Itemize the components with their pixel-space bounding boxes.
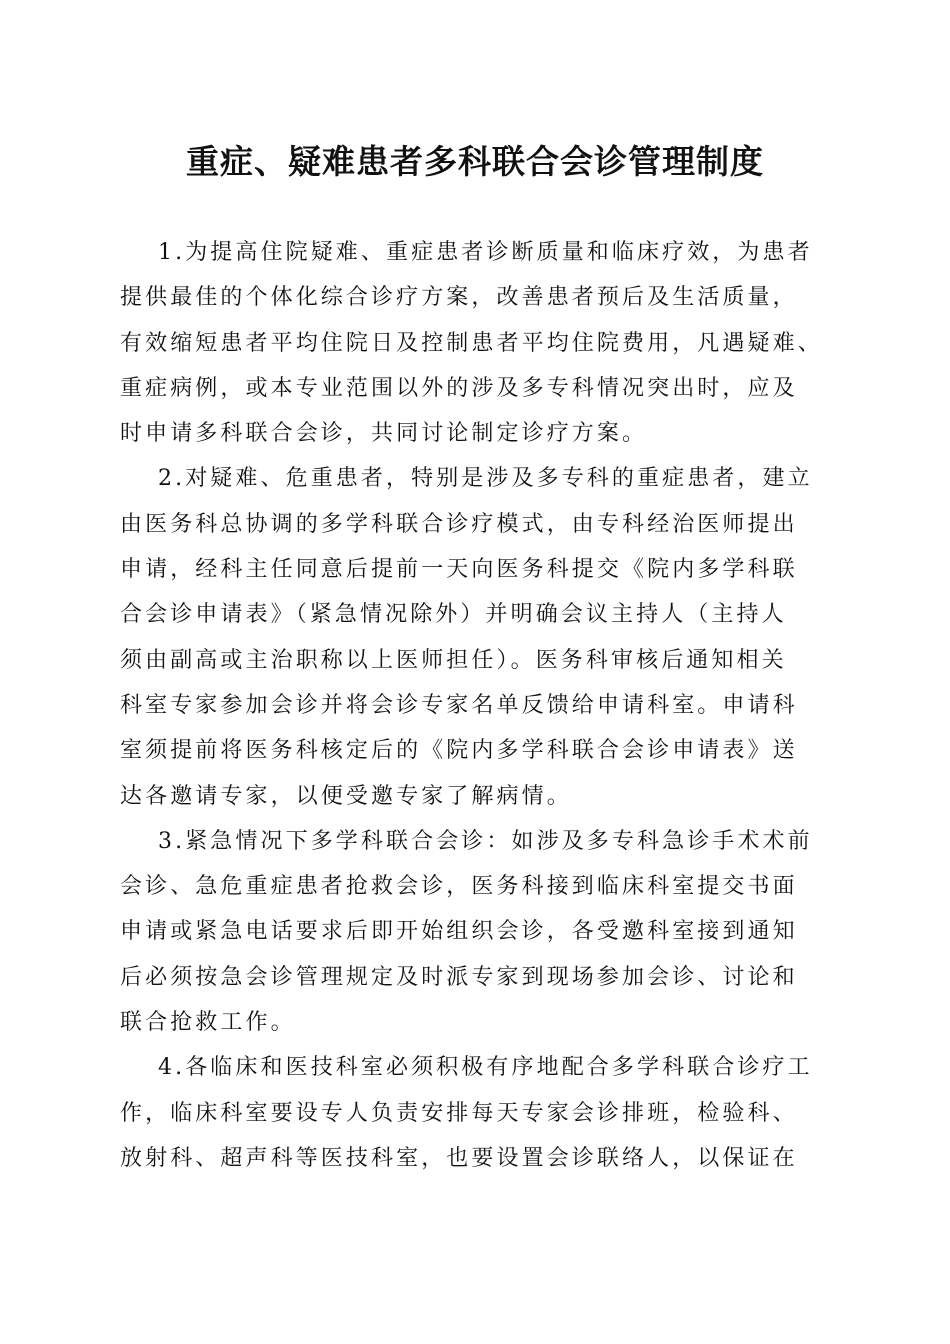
paragraph-3 <box>120 819 840 1045</box>
paragraph-line: 申请，经科主任同意后提前一天向医务科提交《院内多学科联 <box>120 557 798 583</box>
paragraph-line: 会诊、急危重症患者抢救会诊，医务科接到临床科室提交书面 <box>120 874 798 900</box>
paragraph-line: 联合抢救工作。 <box>120 1010 296 1036</box>
paragraph-line: 达各邀请专家，以便受邀专家了解病情。 <box>120 783 572 809</box>
paragraph-line: 由医务科总协调的多学科联合诊疗模式，由专科经治医师提出 <box>120 511 798 537</box>
paragraph-line: 后必须按急会诊管理规定及时派专家到现场参加会诊、讨论和 <box>120 964 798 990</box>
paragraph-line: 有效缩短患者平均住院日及控制患者平均住院费用，凡遇疑难、 <box>120 330 823 356</box>
paragraph-line: 作，临床科室要设专人负责安排每天专家会诊排班，检验科、 <box>120 1100 798 1126</box>
paragraph-line: 科室专家参加会诊并将会诊专家名单反馈给申请科室。申请科 <box>120 692 798 718</box>
paragraph-line: 合会诊申请表》（紧急情况除外）并明确会议主持人（主持人 <box>120 602 787 628</box>
paragraph-4 <box>120 1045 840 1181</box>
paragraph-line: 时申请多科联合会诊，共同讨论制定诊疗方案。 <box>120 421 648 447</box>
paragraph-line: 须由副高或主治职称以上医师担任）。医务科审核后通知相关 <box>120 647 787 673</box>
paragraph-line: 放射科、超声科等医技科室，也要设置会诊联络人，以保证在 <box>120 1145 798 1171</box>
paragraph-2 <box>120 456 840 818</box>
paragraph-line: 提供最佳的个体化综合诊疗方案，改善患者预后及生活质量， <box>120 285 798 311</box>
paragraph-1 <box>120 230 840 456</box>
paragraph-line: 申请或紧急电话要求后即开始组织会诊，各受邀科室接到通知 <box>120 919 798 945</box>
paragraph-line: 3.紧急情况下多学科联合会诊：如涉及多专科急诊手术术前 <box>158 828 813 854</box>
paragraph-line: 重症病例，或本专业范围以外的涉及多专科情况突出时，应及 <box>120 375 798 401</box>
paragraph-line: 2.对疑难、危重患者，特别是涉及多专科的重症患者，建立 <box>158 466 813 492</box>
document-title: 重症、疑难患者多科联合会诊管理制度 <box>186 142 764 181</box>
paragraph-line: 室须提前将医务科核定后的《院内多学科联合会诊申请表》送 <box>120 738 798 764</box>
document-body <box>120 230 840 1181</box>
paragraph-line: 1.为提高住院疑难、重症患者诊断质量和临床疗效，为患者 <box>158 240 813 265</box>
paragraph-line: 4.各临床和医技科室必须积极有序地配合多学科联合诊疗工 <box>158 1055 813 1081</box>
